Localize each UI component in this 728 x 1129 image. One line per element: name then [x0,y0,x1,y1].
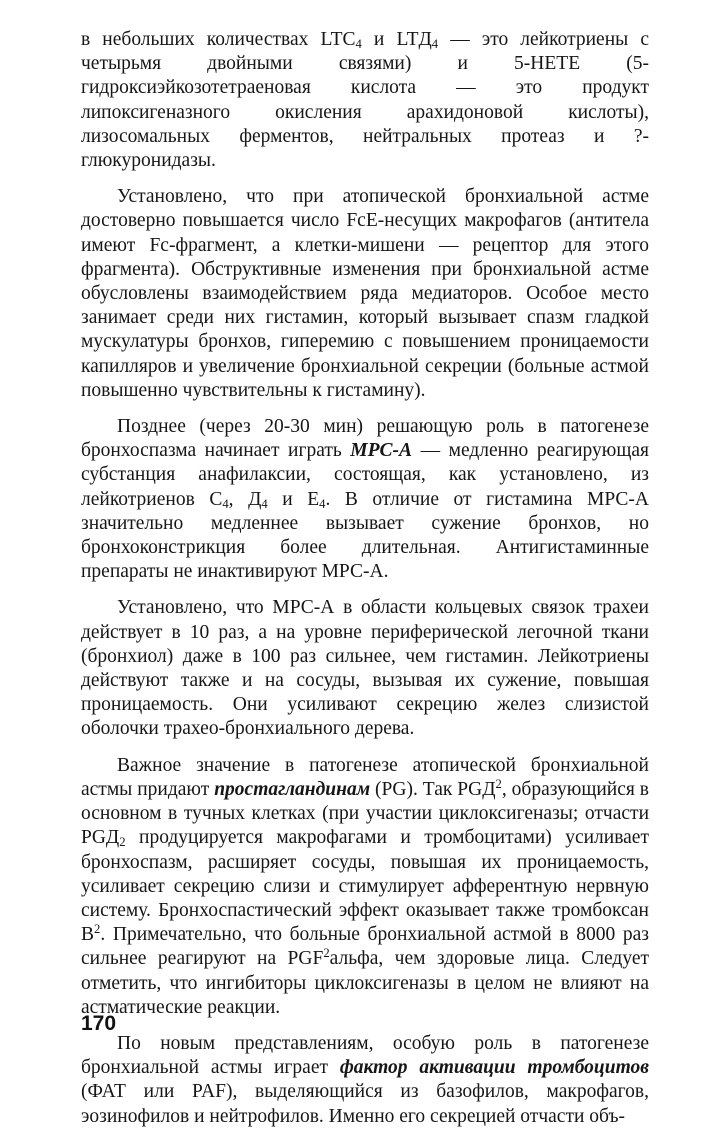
paragraph [81,596,649,741]
page-body [81,28,649,1129]
text-run: и LTД [361,29,432,50]
text-run: — медленно реагирующая субстанция анафилаксии, состоящая, как установлено, из лейкотриенов С [81,440,649,510]
text-run: Важное значение в патогенезе атопической бронхиальной астмы придают [81,754,649,800]
page-number: 170 [81,1012,117,1035]
text-run: , образующийся в основном в тучных клетках (при участии циклоксигеназы; отчасти PGД [81,778,649,849]
text-run: (ФАТ или PAF), выделяющийся из базофилов, макрофагов, эозинофилов и нейтрофилов. Именно его секрецией отчасти объ- [81,1081,649,1127]
text-run: Установлено, что МРС-А в области кольцевых связок трахеи действует в 10 раз, а на уровне периферической легочной ткани (бронхиол) даже в 100 раз сильнее, чем гистамин. Лейкотриены действуют также и на сосуды, вызывая их сужение, повышая проницаемость. Они усиливают секрецию желез слизистой оболочки трахео-бронхиального дерева. [81,597,649,740]
key-term: фактор активации тромбоцитов [339,1057,649,1079]
text-run: и Е [267,488,320,510]
text-run: Установлено, что при атопической бронхиальной астме достоверно повышается число FcE-несущих макрофагов (антитела имеют Fc-фрагмент, а клетки-мишени — рецептор для этого фрагмента). Обструктивные изменения при бронхиальной астме обусловлены взаимодействием ряда медиаторов. Особое место занимает среди них гистамин, который вызывает спазм гладкой мускулатуры бронхов, гиперемию с повышением проницаемости капилляров и увеличение бронхиальной секреции (больные астмой повышенно чувствительны к гистамину). [81,186,649,401]
superscript: 2 [323,946,330,961]
key-term: МРС-А [350,440,413,462]
superscript: 2 [495,776,502,791]
text-run: , Д [228,488,262,510]
text-run: (PG). Так PGД [370,778,496,800]
paragraph [81,415,649,584]
text-run: Позднее (через 20-30 мин) решающую роль в патогенезе бронхоспазма начинает играть [81,416,649,462]
text-run: — это лейкотриены с четырьмя двойными связями) и 5-HETE (5-гидроксиэйкозотетраеновая кислота — это продукт липоксигеназного окисления арахидоновой кислоты), лизосомальных ферментов, нейтральных протеаз и ?-глюкуронидазы. [81,29,649,172]
paragraph [81,28,649,173]
text-run: . В отличие от гистамина МРС-А значительно медленнее вызывает сужение бронхов, но бронхоконстрикция более длительная. Антигистаминные препараты не инактивируют МРС-А. [81,488,649,583]
key-term: простагландинам [214,778,371,800]
text-run: . Примечательно, что больные бронхиальной астмой в 8000 раз сильнее реагируют на PGF [81,924,649,970]
text-run: в небольших количествах LTC [81,29,356,50]
subscript: 4 [222,496,229,511]
subscript: 4 [319,496,326,511]
subscript: 4 [355,37,362,52]
text-run: По новым представлениям, особую роль в патогенезе бронхиальной астмы играет [81,1032,649,1079]
subscript: 4 [431,37,439,52]
paragraph [81,754,649,1020]
text-run: альфа, чем здоровые лица. Следует отметить, что ингибиторы циклоксигеназы в целом не влияют на астматические реакции. [81,948,649,1018]
paragraph [81,185,649,403]
paragraph [81,1032,649,1129]
superscript: 2 [94,922,101,937]
text-run: продуцируется макрофагами и тромбоцитами) усиливает бронхоспазм, расширяет сосуды, повышая их проницаемость, усиливает секрецию слизи и стимулирует афферентную нервную систему. Бронхоспастический эффект оказывает также тромбоксан В [81,827,649,946]
subscript: 2 [119,835,126,850]
subscript: 4 [261,496,268,511]
